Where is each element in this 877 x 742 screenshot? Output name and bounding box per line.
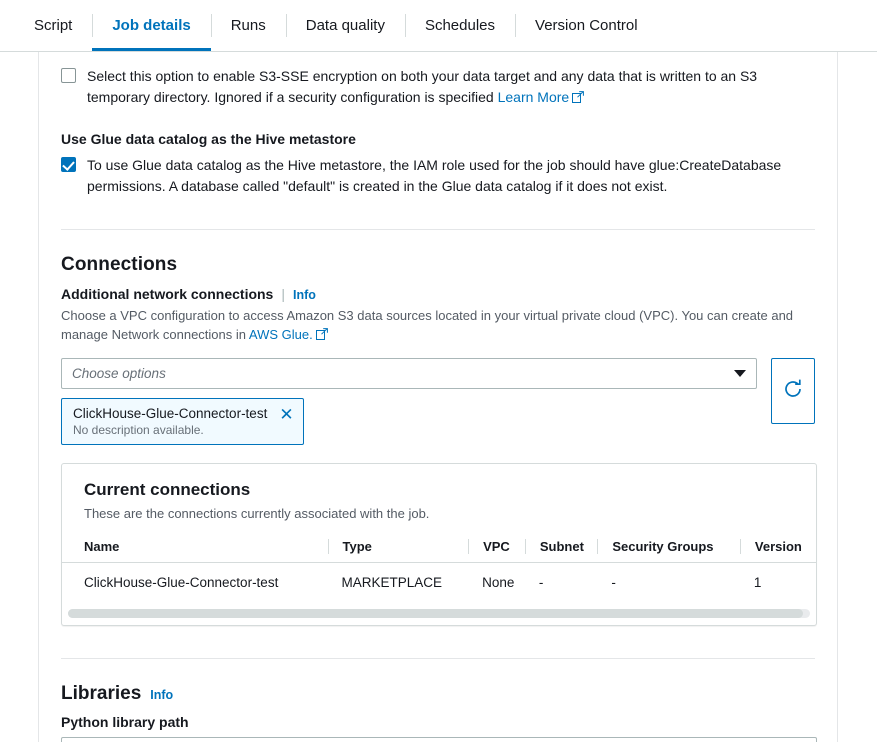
column-header-name: Name: [62, 533, 328, 563]
column-header-subnet: Subnet: [525, 533, 597, 563]
tab-label: Runs: [230, 17, 266, 34]
selected-connection-token[interactable]: [61, 398, 304, 445]
tab-label: Schedules: [424, 17, 496, 34]
label-separator: |: [281, 286, 285, 302]
field-label-text: Additional network connections: [61, 286, 274, 302]
s3-sse-label: [87, 66, 797, 109]
tab-job-details[interactable]: [92, 0, 210, 51]
info-link-connections[interactable]: Info: [293, 288, 316, 302]
s3-sse-option: [61, 66, 815, 109]
cell-name: ClickHouse-Glue-Connector-test: [84, 575, 279, 590]
hive-metastore-option: [61, 155, 815, 197]
tab-script[interactable]: [14, 0, 92, 51]
connections-description-text: Choose a VPC configuration to access Amazon S3 data sources located in your virtual private cloud (VPC). You can create and manage Network connections in: [61, 308, 794, 342]
tab-label: Data quality: [305, 17, 385, 34]
cell-version: 1: [753, 575, 762, 590]
tab-data-quality[interactable]: [286, 0, 405, 51]
cell-security-groups: -: [611, 575, 616, 590]
learn-more-link[interactable]: Learn More: [498, 89, 585, 105]
close-icon[interactable]: ✕: [279, 405, 294, 424]
s3-sse-text: Select this option to enable S3-SSE encryption on both your data target and any data that is written to an S3 temporary directory. Ignored if a security configuration is specified: [87, 68, 758, 105]
current-connections-card: [61, 463, 817, 626]
current-connections-subtitle: These are the connections currently associated with the job.: [84, 506, 430, 521]
section-divider: [61, 229, 815, 230]
libraries-header: [61, 683, 815, 705]
table-header-row: [62, 533, 816, 563]
column-header-version: Version: [740, 533, 816, 563]
refresh-icon: [782, 378, 804, 405]
token-title: ClickHouse-Glue-Connector-test: [73, 406, 268, 421]
connections-select-placeholder: Choose options: [72, 366, 166, 381]
connections-multiselect[interactable]: [61, 358, 757, 389]
current-connections-table: [62, 533, 816, 603]
refresh-connections-button[interactable]: [771, 358, 815, 424]
hive-metastore-group-label: Use Glue data catalog as the Hive metastore: [61, 131, 356, 147]
connections-select-row: [61, 358, 815, 445]
tab-label: Job details: [112, 17, 191, 34]
s3-sse-checkbox[interactable]: [61, 68, 76, 83]
scrollbar-thumb[interactable]: [68, 609, 803, 618]
libraries-heading: Libraries: [61, 683, 142, 704]
token-subtitle: No description available.: [73, 423, 204, 437]
external-link-icon: [572, 88, 584, 109]
token-content: [73, 406, 267, 437]
job-details-form: [38, 52, 838, 742]
cell-vpc: None: [482, 575, 515, 590]
cell-subnet: -: [538, 575, 544, 590]
connections-description: [61, 306, 801, 345]
table-row: [62, 563, 816, 604]
current-connections-title: Current connections: [84, 480, 251, 499]
aws-glue-link[interactable]: AWS Glue.: [248, 327, 313, 342]
hive-metastore-checkbox[interactable]: [61, 157, 76, 172]
python-library-path-label: Python library path: [61, 714, 189, 730]
job-tabs: [0, 0, 877, 52]
cell-type: MARKETPLACE: [341, 575, 443, 590]
chevron-down-icon: [734, 370, 746, 377]
section-divider-2: [61, 658, 815, 659]
connections-heading: Connections: [61, 254, 178, 275]
column-header-vpc: VPC: [468, 533, 525, 563]
additional-network-connections-label: [61, 286, 815, 302]
hive-metastore-label: To use Glue data catalog as the Hive metastore, the IAM role used for the job should have glue:CreateDatabase permissions. A database called "default" is created in the Glue data catalog if it does not exist.: [87, 157, 782, 194]
column-header-type: Type: [328, 533, 469, 563]
info-link-libraries[interactable]: Info: [150, 688, 174, 702]
job-details-page: [0, 52, 877, 742]
tab-schedules[interactable]: [405, 0, 515, 51]
tab-runs[interactable]: [211, 0, 286, 51]
tab-version-control[interactable]: [515, 0, 658, 51]
external-link-icon: [316, 326, 328, 345]
tab-label: Version Control: [535, 17, 638, 34]
tab-label: Script: [34, 17, 73, 34]
column-header-security-groups: Security Groups: [597, 533, 740, 563]
table-horizontal-scrollbar[interactable]: [68, 609, 810, 618]
python-library-path-input[interactable]: [61, 737, 817, 742]
